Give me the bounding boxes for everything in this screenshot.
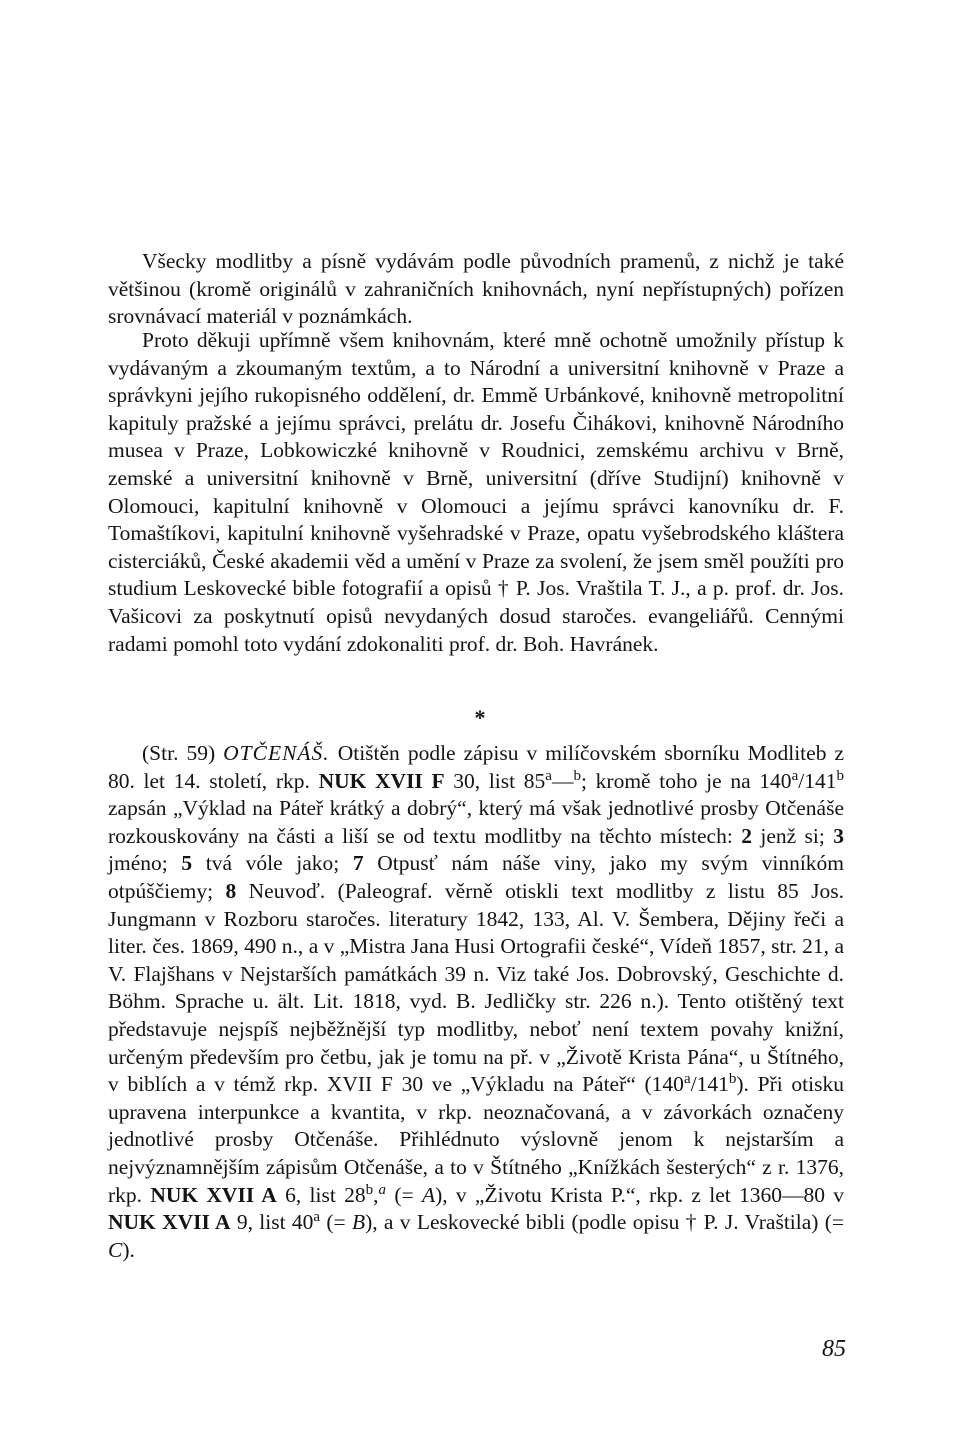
- intro-text: Všecky modlitby a písně vydávám podle původních pramenů, z nichž je také většinou (kromě originálů v zahraničních knihovnách, nyní nepřístupných) pořízen srovnávací materiál v poznámkách.: [108, 249, 844, 329]
- page-number: 85: [822, 1336, 846, 1362]
- section-separator: *: [474, 705, 486, 730]
- intro-paragraph: [108, 248, 844, 331]
- note-page-ref: (Str. 59): [142, 741, 216, 765]
- note-title: OTČENÁŠ.: [223, 741, 330, 765]
- library-siglum: NUK XVII F: [318, 768, 445, 793]
- acknowledgements-text: Proto děkuji upřímně všem knihovnám, které mně ochotně umožnily přístup k vydávaným a zkoumaným textům, a to Národní a universitní knihovně v Praze a správkyni jejího rukopisného oddělení, dr. Emmě Urbánkové, knihovně metropolitní kapituly pražské a jejímu správci, prelátu dr. Josefu Čihákovi, knihovně Národního musea v Praze, Lobkowiczké knihovně v Roudnici, zemskému archivu v Brně, zemské a universitní knihovně v Brně, universitní (dříve Studijní) knihovně v Olomouci, kapitulní knihovně v Olomouci a jejímu správci kanovníku dr. F. Tomaštíkovi, kapitulní knihovně vyšehradské v Praze, opatu vyšebrodského kláštera cisterciáků, České akademii věd a umění v Praze za svolení, že jsem směl použíti pro studium Leskovecké bible fotografií a opisů † P. Jos. Vraštila T. J., a p. prof. dr. Jos. Vašicovi za poskytnutí opisů nevydaných dosud staročes. evangeliářů. Cennými radami pomohl toto vydání zdokonaliti prof. dr. Boh. Havránek.: [108, 328, 844, 656]
- siglum-a: A: [421, 1182, 436, 1207]
- siglum-c: C: [108, 1237, 123, 1262]
- note-paragraph: (Str. 59) OTČENÁŠ. Otištěn podle zápisu v milíčovském sborníku Modliteb z 80. let 14. století, rkp. NUK XVII F 30, list 85$^a$—$^b$; kromě toho je na 140$^a$/141$^b$ zapsán „Výklad na Páteř krátký a dobrý“, který má však jednotlivé prosby Otčenáše rozkouskovány na části a liší se od textu modlitby na těchto místech: 2 jenž si; 3 jméno; 5 tvá vóle jako; 7 Otpusť nám náše viny, jako my svým vinníkóm otpúščiemy; 8 Neuvoď. (Paleograf. věrně otiskli text modlitby z listu 85 Jos. Jungmann v Rozboru staročes. literatury 1842, 133, Al. V. Šembera, Dějiny řeči a liter. čes. 1869, 490 n., a v „Mistra Jana Husi Ortografii české“, Vídeň 1857, str. 21, a V. Flajšhans v Nejstarších památkách 39 n. Viz také Jos. Dobrovský, Geschichte d. Böhm. Sprache u. ält. Lit. 1818, vyd. B. Jedličky str. 226 n.). Tento otištěný text představuje nejspíš nejběžnější typ modlitby, neboť není textem povahy knižní, určeným především pro četbu, jak je tomu na př. v „Životě Krista Pána“, u Štítného, v biblích a v témž rkp. XVII F 30 ve „Výkladu na Páteř“ (140$^a$/141$^b$). Při otisku upravena interpunkce a kvantita, v rkp. neoznačovaná, a v závorkách označeny jednotlivé prosby Otčenáše. Přihlédnuto výslovně jenom k nejstarším a nejvýznamnějším zápisům Otčenáše, a to v Štítného „Knížkách šesterých“ z r. 1376, rkp. NUK XVII A 6, list 28$^b$,$^a$ (= A), v „Životu Krista P.“, rkp. z let 1360—80 v NUK XVII A 9, list 40$^a$ (= B), a v Leskovecké bibli (podle opisu † P. J. Vraštila) (= C).: [108, 741, 845, 1262]
- library-siglum: NUK XVII A: [108, 1210, 231, 1235]
- siglum-b: B: [351, 1210, 366, 1235]
- acknowledgements-paragraph: [108, 327, 844, 658]
- library-siglum: NUK XVII A: [150, 1182, 277, 1207]
- book-page: [100, 0, 860, 1454]
